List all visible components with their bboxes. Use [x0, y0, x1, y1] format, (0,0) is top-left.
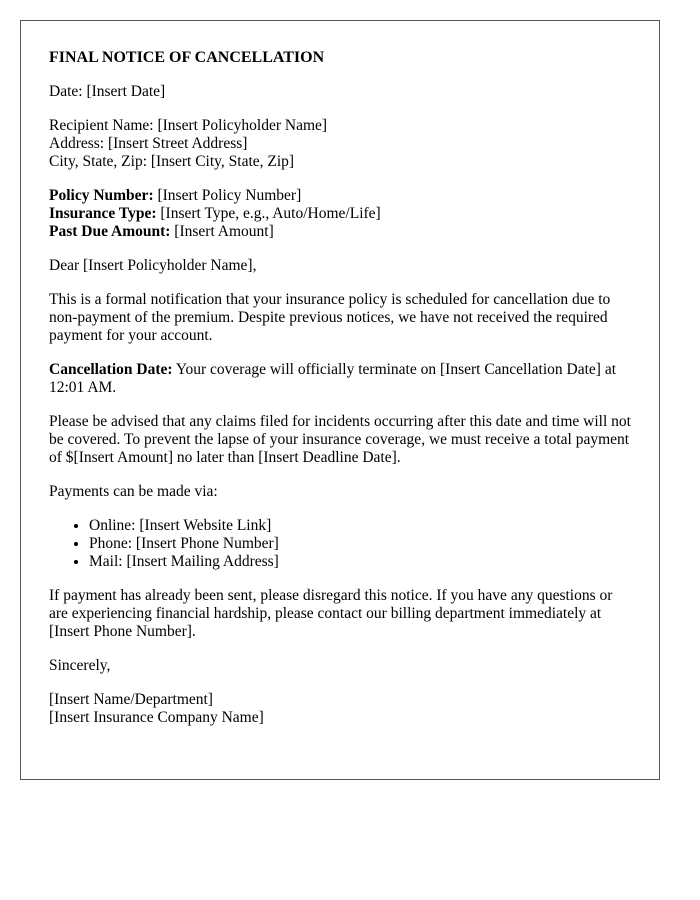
signature-name: [Insert Name/Department] [49, 691, 213, 708]
cancellation-date-paragraph [49, 361, 631, 397]
closing: Sincerely, [49, 657, 111, 674]
cancellation-letter [20, 20, 660, 780]
payment-method-online: • Online: [Insert Website Link] [89, 517, 631, 535]
cancellation-date-label: Cancellation Date: [49, 361, 173, 378]
salutation: Dear [Insert Policyholder Name], [49, 257, 257, 274]
insurance-type-label: Insurance Type: [49, 205, 157, 222]
past-due-value: [Insert Amount] [170, 223, 274, 240]
paragraph-advisory: Please be advised that any claims filed for incidents occurring after this date and time will not be covered. To prevent the lapse of your insurance coverage, we must receive a total payment of $[Insert Amount] no later than [Insert Deadline Date]. [49, 413, 631, 466]
insurance-type-value: [Insert Type, e.g., Auto/Home/Life] [156, 205, 381, 222]
policy-number-value: [Insert Policy Number] [153, 187, 302, 204]
payment-method-mail: • Mail: [Insert Mailing Address] [89, 553, 631, 571]
paragraph-disregard: If payment has already been sent, please disregard this notice. If you have any questions or are experiencing financial hardship, please contact our billing department immediately at [Insert Phone Number]. [49, 587, 613, 640]
payments-intro: Payments can be made via: [49, 483, 218, 500]
paragraph-notification: This is a formal notification that your insurance policy is scheduled for cancellation due to non-payment of the premium. Despite previous notices, we have not received the required payment for your account. [49, 291, 611, 344]
letter-title: FINAL NOTICE OF CANCELLATION [49, 49, 325, 66]
signature-company: [Insert Insurance Company Name] [49, 709, 264, 726]
past-due-label: Past Due Amount: [49, 223, 171, 240]
recipient-block [49, 117, 631, 171]
recipient-name: Recipient Name: [Insert Policyholder Name] [49, 117, 328, 134]
recipient-address: Address: [Insert Street Address] [49, 135, 248, 152]
date-line: Date: [Insert Date] [49, 83, 166, 100]
recipient-city: City, State, Zip: [Insert City, State, Zip] [49, 153, 295, 170]
policy-block [49, 187, 631, 241]
payment-method-phone: • Phone: [Insert Phone Number] [89, 535, 631, 553]
cancellation-date-text: Your coverage will officially terminate on [Insert Cancellation Date] at 12:01 AM. [49, 361, 617, 396]
policy-number-label: Policy Number: [49, 187, 154, 204]
signature-block [49, 691, 631, 727]
payment-methods-list [49, 517, 631, 571]
